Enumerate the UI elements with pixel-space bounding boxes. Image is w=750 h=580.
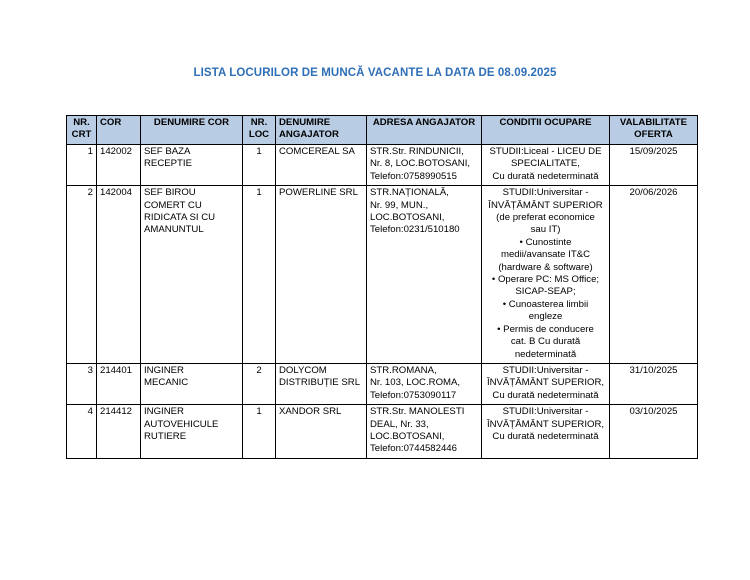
header-valabilitate: VALABILITATE OFERTA — [610, 116, 698, 145]
header-conditii: CONDITII OCUPARE — [482, 116, 610, 145]
cell-cor: 142004 — [97, 186, 141, 364]
header-nr-loc: NR. LOC — [243, 116, 276, 145]
cell-adresa: STR.Str. RINDUNICII, Nr. 8, LOC.BOTOSANI, Telefon:0758990515 — [367, 145, 482, 186]
header-denumire-cor: DENUMIRE COR — [141, 116, 243, 145]
cell-valabilitate: 15/09/2025 — [610, 145, 698, 186]
cell-denumire-cor: INGINER MECANIC — [141, 363, 243, 404]
table-row — [67, 186, 698, 364]
cell-valabilitate: 20/06/2026 — [610, 186, 698, 364]
header-cor: COR — [97, 116, 141, 145]
cell-angajator: COMCEREAL SA — [276, 145, 367, 186]
cell-adresa: STR.NAȚIONALĂ, Nr. 99, MUN., LOC.BOTOSANI, Telefon:0231/510180 — [367, 186, 482, 364]
cell-nr: 1 — [67, 145, 97, 186]
cell-denumire-cor: SEF BAZA RECEPTIE — [141, 145, 243, 186]
cell-angajator: XANDOR SRL — [276, 405, 367, 459]
vacancies-table — [66, 115, 698, 459]
cell-nr-loc: 1 — [243, 405, 276, 459]
table-header-row — [67, 116, 698, 145]
cell-cor: 142002 — [97, 145, 141, 186]
cell-conditii: STUDII:Universitar - ÎNVĂȚĂMÂNT SUPERIOR, Cu durată nedeterminată — [482, 405, 610, 459]
cell-adresa: STR.ROMANA, Nr. 103, LOC.ROMA, Telefon:0753090117 — [367, 363, 482, 404]
cell-valabilitate: 03/10/2025 — [610, 405, 698, 459]
cell-conditii: STUDII:Universitar - ÎNVĂȚĂMÂNT SUPERIOR, Cu durată nedeterminată — [482, 363, 610, 404]
cell-cor: 214412 — [97, 405, 141, 459]
header-adresa: ADRESA ANGAJATOR — [367, 116, 482, 145]
cell-cor: 214401 — [97, 363, 141, 404]
cell-nr-loc: 2 — [243, 363, 276, 404]
table-row — [67, 405, 698, 459]
cell-conditii: STUDII:Liceal - LICEU DE SPECIALITATE, Cu durată nedeterminată — [482, 145, 610, 186]
cell-nr: 3 — [67, 363, 97, 404]
cell-nr: 2 — [67, 186, 97, 364]
cell-denumire-cor: SEF BIROU COMERT CU RIDICATA SI CU AMANUNTUL — [141, 186, 243, 364]
table-row — [67, 363, 698, 404]
cell-nr-loc: 1 — [243, 186, 276, 364]
cell-nr: 4 — [67, 405, 97, 459]
cell-nr-loc: 1 — [243, 145, 276, 186]
cell-denumire-cor: INGINER AUTOVEHICULE RUTIERE — [141, 405, 243, 459]
page-title: LISTA LOCURILOR DE MUNCĂ VACANTE LA DATA DE 08.09.2025 — [193, 67, 557, 79]
table-row — [67, 145, 698, 186]
cell-adresa: STR.Str. MANOLESTI DEAL, Nr. 33, LOC.BOTOSANI, Telefon:0744582446 — [367, 405, 482, 459]
cell-conditii: STUDII:Universitar - ÎNVĂȚĂMÂNT SUPERIOR (de preferat economice sau IT) • Cunostinte medii/avansate IT&C (hardware & software) • Operare PC: MS Office; SICAP-SEAP; • Cunoasterea limbii engleze • Permis de conducere cat. B Cu durată nedeterminată — [482, 186, 610, 364]
cell-valabilitate: 31/10/2025 — [610, 363, 698, 404]
cell-angajator: DOLYCOM DISTRIBUȚIE SRL — [276, 363, 367, 404]
header-nr-crt: NR. CRT — [67, 116, 97, 145]
cell-angajator: POWERLINE SRL — [276, 186, 367, 364]
header-denumire-angajator: DENUMIRE ANGAJATOR — [276, 116, 367, 145]
